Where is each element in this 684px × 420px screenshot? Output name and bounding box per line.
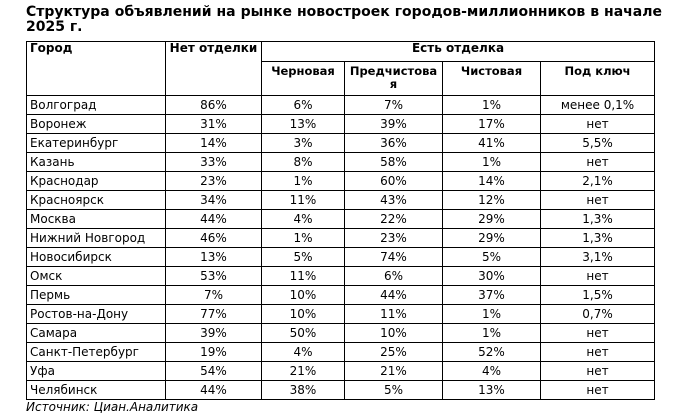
cell-no-finish: 39%: [166, 324, 262, 343]
cell-rough: 3%: [262, 134, 345, 153]
table-row: [27, 115, 655, 134]
cell-city: Краснодар: [27, 172, 166, 191]
cell-prefinish: 43%: [345, 191, 443, 210]
cell-city: Самара: [27, 324, 166, 343]
cell-turnkey: нет: [541, 324, 655, 343]
cell-city: Омск: [27, 267, 166, 286]
cell-turnkey: нет: [541, 381, 655, 400]
table-row: [27, 305, 655, 324]
table-row: [27, 210, 655, 229]
cell-no-finish: 86%: [166, 96, 262, 115]
cell-rough: 4%: [262, 210, 345, 229]
cell-city: Москва: [27, 210, 166, 229]
cell-city: Екатеринбург: [27, 134, 166, 153]
cell-rough: 4%: [262, 343, 345, 362]
cell-city: Новосибирск: [27, 248, 166, 267]
cell-turnkey: 2,1%: [541, 172, 655, 191]
table-row: [27, 343, 655, 362]
cell-no-finish: 23%: [166, 172, 262, 191]
header-rough: Черновая: [262, 62, 345, 96]
cell-prefinish: 11%: [345, 305, 443, 324]
cell-no-finish: 7%: [166, 286, 262, 305]
cell-turnkey: нет: [541, 267, 655, 286]
cell-finish: 17%: [443, 115, 541, 134]
table-row: [27, 191, 655, 210]
cell-prefinish: 36%: [345, 134, 443, 153]
cell-finish: 12%: [443, 191, 541, 210]
cell-finish: 14%: [443, 172, 541, 191]
cell-no-finish: 19%: [166, 343, 262, 362]
cell-no-finish: 13%: [166, 248, 262, 267]
cell-rough: 10%: [262, 286, 345, 305]
cell-finish: 52%: [443, 343, 541, 362]
cell-prefinish: 22%: [345, 210, 443, 229]
cell-city: Волгоград: [27, 96, 166, 115]
table-title: Структура объявлений на рынке новостроек городов-миллионников в начале 2025 г.: [26, 4, 662, 35]
cell-no-finish: 31%: [166, 115, 262, 134]
cell-no-finish: 46%: [166, 229, 262, 248]
cell-turnkey: 1,5%: [541, 286, 655, 305]
cell-finish: 13%: [443, 381, 541, 400]
cell-turnkey: 1,3%: [541, 229, 655, 248]
cell-finish: 1%: [443, 324, 541, 343]
cell-city: Ростов-на-Дону: [27, 305, 166, 324]
cell-city: Нижний Новгород: [27, 229, 166, 248]
cell-no-finish: 44%: [166, 210, 262, 229]
cell-rough: 11%: [262, 191, 345, 210]
cell-turnkey: 3,1%: [541, 248, 655, 267]
cell-rough: 8%: [262, 153, 345, 172]
table-row: [27, 324, 655, 343]
cell-turnkey: 1,3%: [541, 210, 655, 229]
table-row: [27, 362, 655, 381]
cell-finish: 1%: [443, 96, 541, 115]
cell-prefinish: 25%: [345, 343, 443, 362]
cell-turnkey: нет: [541, 343, 655, 362]
table-row: [27, 229, 655, 248]
cell-finish: 1%: [443, 305, 541, 324]
cell-city: Воронеж: [27, 115, 166, 134]
cell-prefinish: 74%: [345, 248, 443, 267]
cell-prefinish: 10%: [345, 324, 443, 343]
cell-no-finish: 34%: [166, 191, 262, 210]
cell-city: Челябинск: [27, 381, 166, 400]
cell-prefinish: 44%: [345, 286, 443, 305]
cell-turnkey: нет: [541, 362, 655, 381]
finishing-structure-table: [26, 41, 655, 400]
header-has-finish: Есть отделка: [262, 42, 655, 62]
header-prefinish: Предчистова я: [345, 62, 443, 96]
cell-prefinish: 60%: [345, 172, 443, 191]
cell-finish: 41%: [443, 134, 541, 153]
cell-no-finish: 14%: [166, 134, 262, 153]
table-body: [27, 96, 655, 400]
cell-no-finish: 77%: [166, 305, 262, 324]
cell-city: Уфа: [27, 362, 166, 381]
table-row: [27, 286, 655, 305]
table-row: [27, 267, 655, 286]
cell-turnkey: 5,5%: [541, 134, 655, 153]
table-row: [27, 248, 655, 267]
cell-no-finish: 33%: [166, 153, 262, 172]
cell-city: Санкт-Петербург: [27, 343, 166, 362]
cell-prefinish: 21%: [345, 362, 443, 381]
cell-rough: 50%: [262, 324, 345, 343]
cell-turnkey: нет: [541, 115, 655, 134]
cell-finish: 37%: [443, 286, 541, 305]
cell-rough: 11%: [262, 267, 345, 286]
source-note: Источник: Циан.Аналитика: [26, 400, 199, 414]
table-row: [27, 134, 655, 153]
table-row: [27, 96, 655, 115]
cell-finish: 29%: [443, 229, 541, 248]
cell-rough: 6%: [262, 96, 345, 115]
header-city: Город: [27, 42, 166, 96]
cell-no-finish: 54%: [166, 362, 262, 381]
cell-turnkey: 0,7%: [541, 305, 655, 324]
cell-city: Красноярск: [27, 191, 166, 210]
cell-rough: 1%: [262, 172, 345, 191]
cell-finish: 5%: [443, 248, 541, 267]
header-no-finish: Нет отделки: [166, 42, 262, 96]
cell-finish: 30%: [443, 267, 541, 286]
cell-city: Казань: [27, 153, 166, 172]
cell-turnkey: нет: [541, 191, 655, 210]
cell-turnkey: менее 0,1%: [541, 96, 655, 115]
table-row: [27, 153, 655, 172]
cell-prefinish: 23%: [345, 229, 443, 248]
cell-finish: 4%: [443, 362, 541, 381]
cell-rough: 38%: [262, 381, 345, 400]
cell-no-finish: 53%: [166, 267, 262, 286]
cell-city: Пермь: [27, 286, 166, 305]
cell-prefinish: 39%: [345, 115, 443, 134]
header-turnkey: Под ключ: [541, 62, 655, 96]
cell-finish: 1%: [443, 153, 541, 172]
cell-prefinish: 5%: [345, 381, 443, 400]
cell-prefinish: 58%: [345, 153, 443, 172]
cell-no-finish: 44%: [166, 381, 262, 400]
cell-rough: 13%: [262, 115, 345, 134]
cell-finish: 29%: [443, 210, 541, 229]
header-finish: Чистовая: [443, 62, 541, 96]
cell-rough: 21%: [262, 362, 345, 381]
cell-rough: 1%: [262, 229, 345, 248]
cell-rough: 10%: [262, 305, 345, 324]
cell-prefinish: 6%: [345, 267, 443, 286]
table-row: [27, 381, 655, 400]
cell-rough: 5%: [262, 248, 345, 267]
cell-prefinish: 7%: [345, 96, 443, 115]
table-row: [27, 172, 655, 191]
cell-turnkey: нет: [541, 153, 655, 172]
